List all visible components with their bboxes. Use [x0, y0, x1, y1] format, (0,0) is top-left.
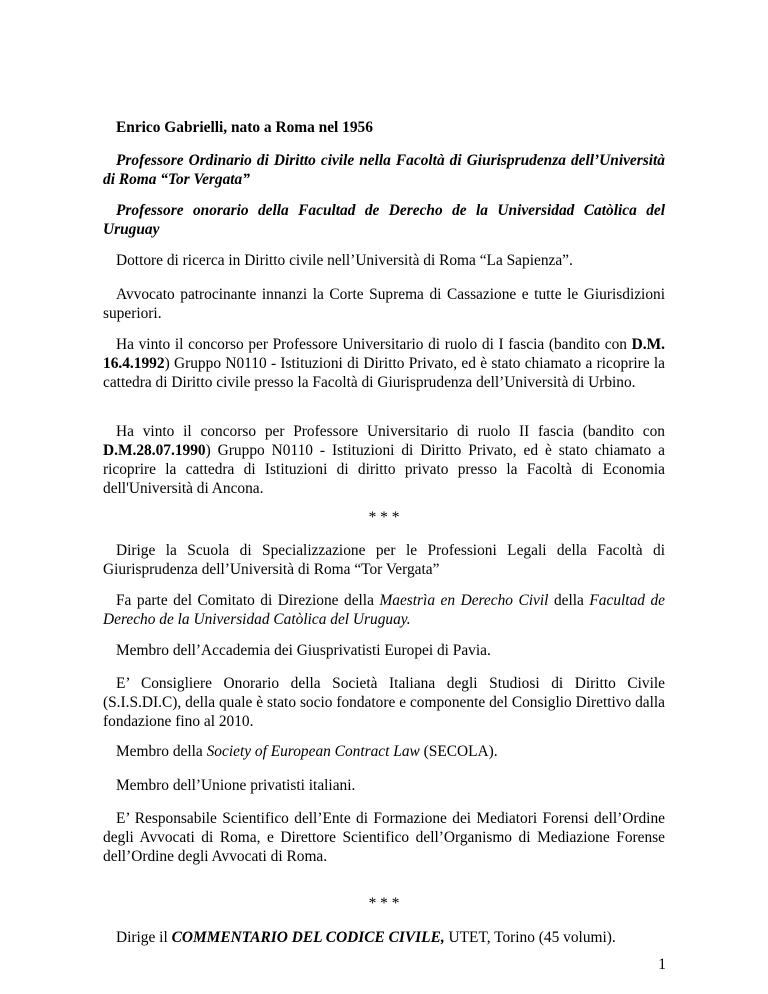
paragraph-dottore: Dottore di ricerca in Diritto civile nell’Università di Roma “La Sapienza”. [116, 252, 573, 269]
paragraph-sisdic: E’ Consigliere Onorario della Società Italiana degli Studiosi di Diritto Civile (S.I.S.DI.C), della quale è stato socio fondatore e componente del Consiglio Direttivo dalla fondazione fino al 2010. [103, 675, 665, 730]
concorso-1-text-c: ) Gruppo N0110 - Istituzioni di Diritto Privato, ed è stato chiamato a ricoprire la cattedra di Diritto civile presso la Facoltà di Giurisprudenza dell’Università di Urbino. [103, 355, 665, 391]
concorso-2-text-a: Ha vinto il concorso per Professore Universitario di ruolo II fascia (bandito con [116, 423, 665, 440]
page-number: 1 [658, 956, 666, 973]
secola-text-a: Membro della [116, 743, 207, 760]
section-separator: * * * [368, 509, 400, 526]
paragraph-commentario [103, 928, 665, 947]
paragraph-avvocato: Avvocato patrocinante innanzi la Corte Suprema di Cassazione e tutte le Giurisdizioni superiori. [103, 286, 665, 322]
section-separator-2: * * * [368, 895, 400, 912]
paragraph-unione: Membro dell’Unione privatisti italiani. [116, 777, 356, 794]
paragraph-concorso-1 [103, 335, 665, 392]
title-ordinario: Professore Ordinario di Diritto civile nella Facoltà di Giurisprudenza dell’Università di Roma “Tor Vergata” [103, 152, 665, 188]
commentario-text-a: Dirige il [116, 929, 172, 946]
paragraph-concorso-2 [103, 422, 665, 498]
paragraph-secola [103, 742, 665, 761]
maestria-text-c: della [548, 592, 590, 609]
maestria-text-a: Fa parte del Comitato di Direzione della [116, 592, 380, 609]
maestria-faculty: Facultad de Derecho de la Universidad Catòlica del Uruguay. [103, 592, 666, 628]
concorso-2-decree: D.M.28.07.1990 [103, 442, 206, 459]
name-line: Enrico Gabrielli, nato a Roma nel 1956 [116, 119, 373, 136]
concorso-1-decree: D.M. 16.4.1992 [103, 336, 665, 372]
title-onorario: Professore onorario della Facultad de Derecho de la Universidad Catòlica del Uruguay [103, 202, 665, 238]
secola-society: Society of European Contract Law [206, 743, 420, 760]
paragraph-mediatori: E’ Responsabile Scientifico dell’Ente di Formazione dei Mediatori Forensi dell’Ordine degli Avvocati di Roma, e Direttore Scientifico dell’Organismo di Mediazione Forense dell’Ordine degli Avvocati di Roma. [103, 810, 665, 865]
secola-text-c: (SECOLA). [419, 743, 498, 760]
paragraph-scuola: Dirige la Scuola di Specializzazione per le Professioni Legali della Facoltà di Giurisprudenza dell’Università di Roma “Tor Vergata” [103, 542, 665, 578]
maestria-program: Maestrìa en Derecho Civil [379, 592, 549, 609]
paragraph-accademia: Membro dell’Accademia dei Giusprivatisti Europei di Pavia. [116, 642, 491, 659]
concorso-2-text-c: ) Gruppo N0110 - Istituzioni di Diritto Privato, ed è stato chiamato a ricoprire la cattedra di Istituzioni di diritto privato presso la Facoltà di Economia dell'Università di Ancona. [103, 442, 665, 497]
commentario-title: COMMENTARIO DEL CODICE CIVILE, [171, 929, 445, 946]
concorso-1-text-a: Ha vinto il concorso per Professore Universitario di ruolo di I fascia (bandito con [116, 336, 632, 353]
commentario-text-c: UTET, Torino (45 volumi). [444, 929, 616, 946]
paragraph-maestria [103, 591, 665, 629]
